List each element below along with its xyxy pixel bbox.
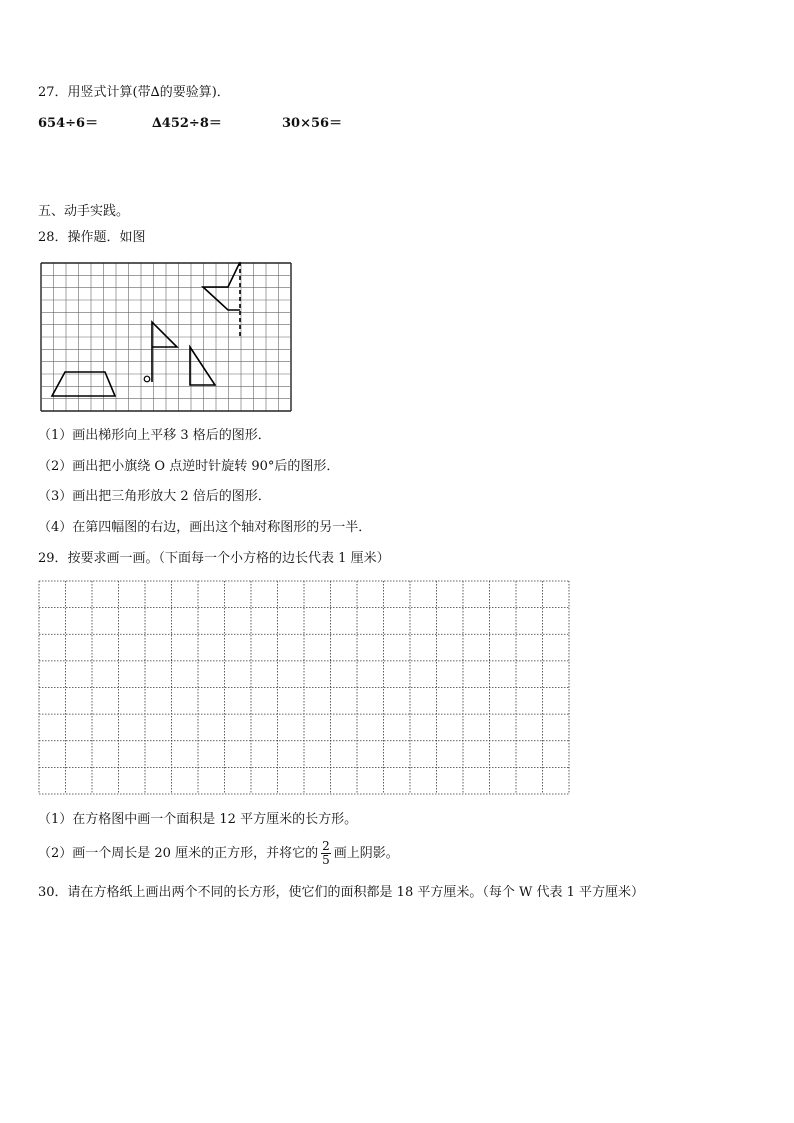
triangle-shape bbox=[190, 347, 215, 385]
q30-title: 30．请在方格纸上画出两个不同的长方形，使它们的面积都是 18 平方厘米。（每个 W 代表 1 平方厘米） bbox=[38, 885, 645, 900]
q28-title: 28．操作题．如图 bbox=[38, 230, 146, 245]
q29-item-2-text-before: （2）画一个周长是 20 厘米的正方形，并将它的 bbox=[38, 846, 319, 861]
q29-item-2-text-after: 画上阴影。 bbox=[333, 846, 399, 861]
rotation-point-o bbox=[144, 376, 150, 382]
trapezoid-shape bbox=[52, 372, 115, 396]
q28-item-3: （3）画出把三角形放大 2 倍后的图形． bbox=[38, 489, 271, 504]
fraction-numerator: 2 bbox=[322, 839, 330, 853]
half-symmetric-shape bbox=[203, 262, 240, 310]
fraction-denominator: 5 bbox=[322, 853, 330, 867]
q28-item-4: （4）在第四幅图的右边，画出这个轴对称图形的另一半． bbox=[38, 520, 372, 535]
q29-title: 29．按要求画一画。（下面每一个小方格的边长代表 1 厘米） bbox=[38, 551, 390, 566]
q29-item-2 bbox=[38, 836, 399, 872]
q27-problem-1: 654÷6＝ bbox=[38, 116, 99, 131]
q28-item-2: （2）画出把小旗绕 O 点逆时针旋转 90°后的图形． bbox=[38, 459, 340, 474]
q27-title: 27．用竖式计算(带∆的要验算)． bbox=[38, 85, 230, 100]
q28-item-1: （1）画出梯形向上平移 3 格后的图形． bbox=[38, 428, 271, 443]
q29-dotted-grid bbox=[38, 580, 570, 796]
q27-problem-2: ∆452÷8＝ bbox=[152, 116, 222, 131]
section5-heading: 五、动手实践。 bbox=[38, 204, 130, 219]
flag-shape bbox=[152, 322, 177, 382]
fraction-two-fifths bbox=[321, 840, 331, 867]
q29-item-1: （1）在方格图中画一个面积是 12 平方厘米的长方形。 bbox=[38, 812, 358, 827]
q29-grid-lines bbox=[39, 581, 569, 794]
q27-problem-3: 30×56＝ bbox=[282, 116, 343, 131]
q28-grid-figure bbox=[40, 262, 292, 412]
